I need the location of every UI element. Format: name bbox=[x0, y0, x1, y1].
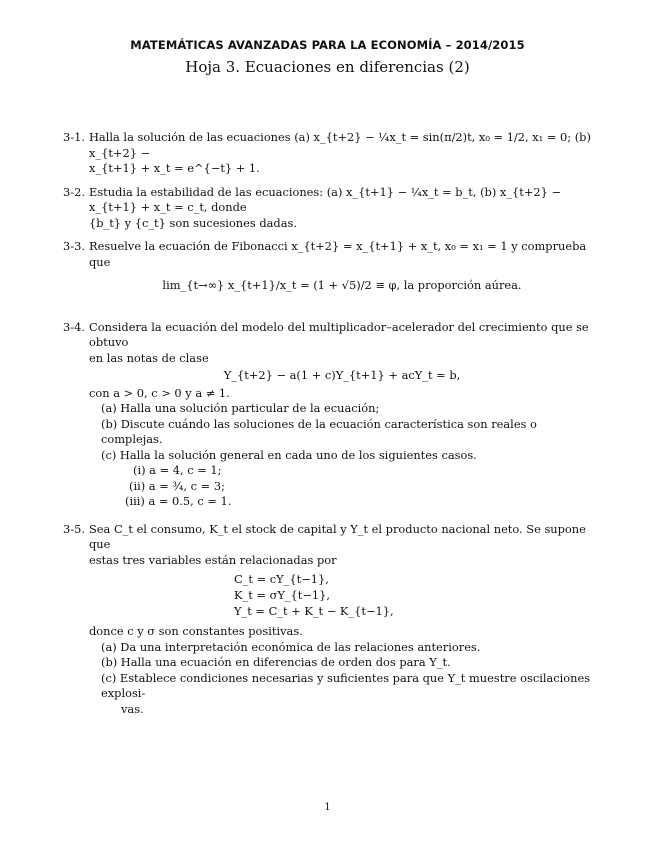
problem-3-2 bbox=[63, 185, 595, 232]
problem-subitem: (ii) a = ¾, c = 3; bbox=[129, 478, 225, 493]
problem-conditions: con a > 0, c > 0 y a ≠ 1. bbox=[89, 385, 230, 400]
problem-number: 3-5. bbox=[63, 521, 85, 536]
problem-conditions: donce c y σ son constantes positivas. bbox=[89, 624, 303, 638]
problem-item: (a) Halla una solución particular de la ecuación; bbox=[101, 401, 380, 415]
product-equation: Y_t = C_t + K_t − K_{t−1}, bbox=[234, 604, 394, 618]
problem-subitem: (iii) a = 0.5, c = 1. bbox=[125, 494, 232, 508]
multiplier-accelerator-equation: Y_{t+2} − a(1 + c)Y_{t+1} + acY_t = b, bbox=[223, 368, 461, 382]
problem-text-line: Sea C_t el consumo, K_t el stock de capital y Y_t el producto nacional neto. Se supone que bbox=[89, 521, 586, 551]
problem-text-line: estas tres variables están relacionadas por bbox=[89, 552, 337, 567]
problem-text-line: Resuelve la ecuación de Fibonacci x_{t+2} = x_{t+1} + x_t, x₀ = x₁ = 1 y comprueba que bbox=[89, 239, 587, 269]
problem-text-line: en las notas de clase bbox=[89, 350, 209, 365]
problem-number: 3-4. bbox=[63, 319, 85, 334]
problem-text-line: Considera la ecuación del modelo del multiplicador–acelerador del crecimiento que se obtuvo bbox=[89, 319, 589, 349]
problem-text-line: Halla la solución de las ecuaciones (a) x_{t+2} − ¼x_t = sin(π/2)t, x₀ = 1/2, x₁ = 0; (b) x_{t+2} − bbox=[89, 130, 591, 160]
problem-text-line: Estudia la estabilidad de las ecuaciones: (a) x_{t+1} − ¼x_t = b_t, (b) x_{t+2} − x_{t+1} + x_t = c_t, donde bbox=[89, 184, 562, 214]
page-number: 1 bbox=[324, 802, 331, 813]
problem-item-continuation: vas. bbox=[121, 701, 144, 716]
fibonacci-limit-equation: lim_{t→∞} x_{t+1}/x_t = (1 + √5)/2 ≡ φ, la proporción aúrea. bbox=[162, 278, 522, 292]
problem-number: 3-3. bbox=[63, 239, 85, 253]
problem-item: (c) Establece condiciones necesarias y suficientes para que Y_t muestre oscilaciones explosi- bbox=[101, 670, 591, 700]
problem-3-3 bbox=[63, 239, 595, 294]
document-subtitle: Hoja 3. Ecuaciones en diferencias (2) bbox=[185, 58, 470, 76]
problem-3-1 bbox=[63, 130, 595, 177]
problem-item: (a) Da una interpretación económica de las relaciones anteriores. bbox=[101, 639, 481, 654]
problem-number: 3-2. bbox=[63, 184, 85, 199]
consumption-equation: C_t = cY_{t−1}, bbox=[234, 572, 329, 586]
problem-number: 3-1. bbox=[63, 130, 85, 144]
equation-system bbox=[234, 572, 595, 620]
problem-item: (c) Halla la solución general en cada uno de los siguientes casos. bbox=[101, 447, 477, 462]
problem-text-line: x_{t+1} + x_t = e^{−t} + 1. bbox=[89, 161, 260, 175]
problem-list bbox=[63, 130, 595, 725]
document-title: MATEMÁTICAS AVANZADAS PARA LA ECONOMÍA – 2014/2015 bbox=[130, 38, 525, 52]
capital-equation: K_t = σY_{t−1}, bbox=[234, 588, 331, 602]
problem-item: (b) Halla una ecuación en diferencias de orden dos para Y_t. bbox=[101, 655, 451, 669]
problem-text-line: {b_t} y {c_t} son sucesiones dadas. bbox=[89, 215, 297, 230]
problem-3-5 bbox=[63, 522, 595, 718]
problem-item: (b) Discute cuándo las soluciones de la ecuación característica son reales o complejas. bbox=[101, 416, 537, 446]
problem-3-4 bbox=[63, 320, 595, 510]
problem-subitem: (i) a = 4, c = 1; bbox=[133, 463, 222, 477]
